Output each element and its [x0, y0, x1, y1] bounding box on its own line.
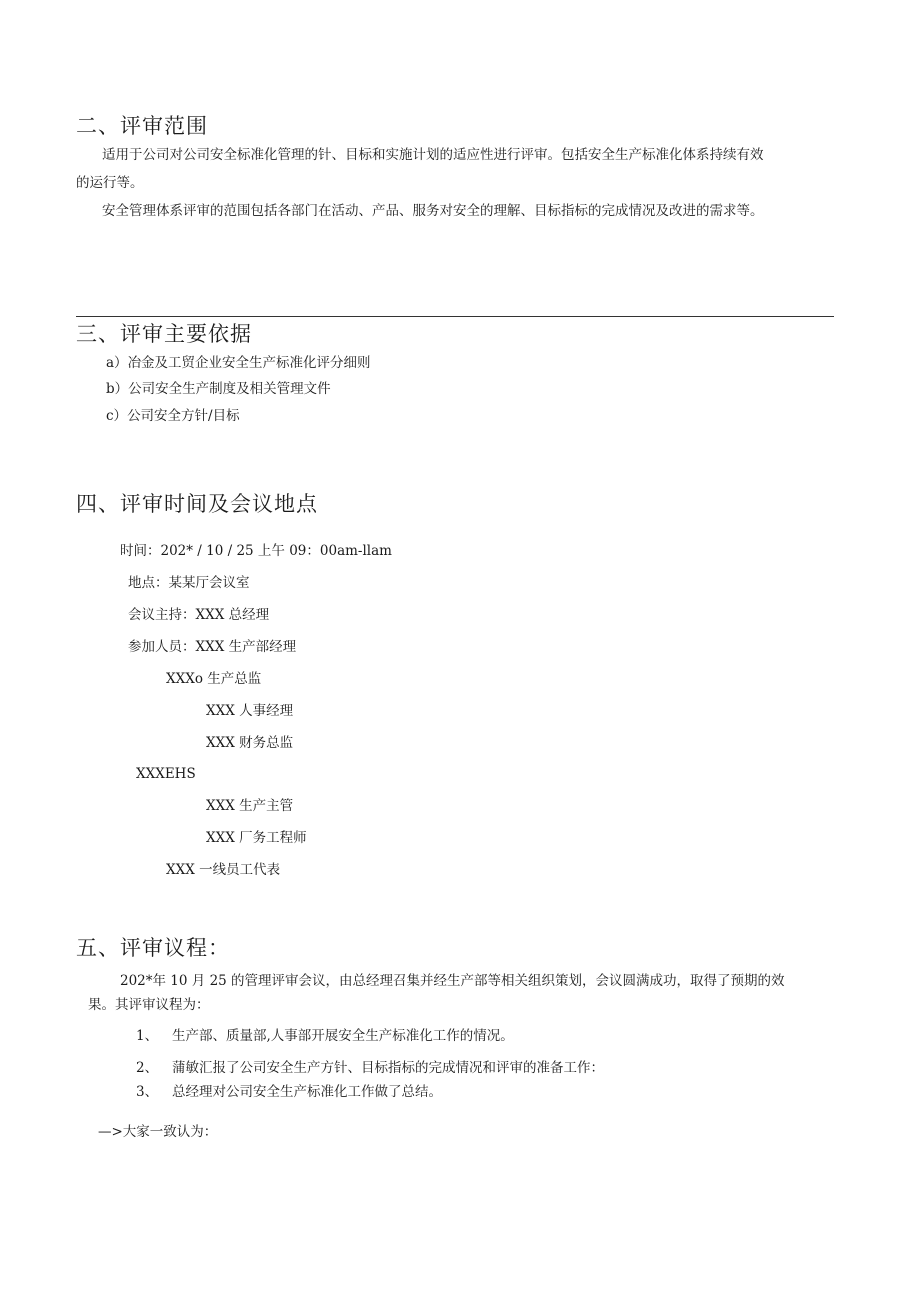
agenda-item-text: 生产部、质量部,人事部开展安全生产标准化工作的情况。: [172, 1028, 514, 1044]
attendee: XXX 一线员工代表: [166, 862, 281, 878]
basis-item-label: a）: [106, 355, 128, 371]
attendee: XXX 厂务工程师: [206, 830, 307, 846]
basis-item-text: 公司安全生产制度及相关管理文件: [128, 381, 331, 397]
agenda-item-1: [136, 1027, 514, 1045]
agenda-intro-line-2: 果。其评审议程为：: [88, 997, 210, 1013]
meeting-place: 地点：某某厅会议室: [128, 575, 250, 591]
scope-paragraph-1-line-1: 适用于公司对公司安全标准化管理的针、目标和实施计划的适应性进行评审。包括安全生产标准化体系持续有效: [102, 147, 764, 163]
attendees-intro: 参加人员：XXX 生产部经理: [128, 639, 297, 655]
scope-paragraph-1-line-2: 的运行等。: [76, 175, 144, 191]
section-divider: [76, 316, 834, 317]
attendee: XXX 财务总监: [206, 735, 294, 751]
attendee: XXX 生产主管: [206, 798, 294, 814]
attendee: XXXo 生产总监: [166, 671, 262, 687]
basis-item-b: [106, 380, 331, 398]
attendee: XXXEHS: [136, 766, 196, 782]
section-heading-agenda: 五、评审议程：: [76, 936, 230, 960]
agenda-conclusion: —>大家一致认为：: [98, 1124, 218, 1140]
basis-item-c: [106, 407, 240, 425]
agenda-item-3: [136, 1083, 442, 1101]
scope-paragraph-2: 安全管理体系评审的范围包括各部门在活动、产品、服务对安全的理解、目标指标的完成情况及改进的需求等。: [102, 203, 764, 219]
agenda-item-2: [136, 1059, 604, 1077]
meeting-time: 时间：202* / 10 / 25 上午 09：00am-llam: [120, 543, 392, 559]
attendee: XXX 人事经理: [206, 703, 294, 719]
section-heading-time-place: 四、评审时间及会议地点: [76, 492, 318, 516]
basis-item-a: [106, 354, 371, 372]
agenda-item-number: 2、: [136, 1060, 159, 1076]
agenda-item-text: 总经理对公司安全生产标准化工作做了总结。: [172, 1084, 442, 1100]
meeting-host: 会议主持：XXX 总经理: [128, 607, 270, 623]
basis-item-text: 冶金及工贸企业安全生产标准化评分细则: [127, 355, 371, 371]
agenda-item-number: 1、: [136, 1028, 159, 1044]
agenda-item-number: 3、: [136, 1084, 159, 1100]
basis-item-label: c）: [106, 408, 128, 424]
section-heading-scope: 二、评审范围: [76, 114, 208, 138]
section-heading-basis: 三、评审主要依据: [76, 322, 252, 346]
agenda-intro-line-1: 202*年 10 月 25 的管理评审会议，由总经理召集并经生产部等相关组织策划，会议圆满成功，取得了预期的效: [120, 973, 785, 989]
agenda-item-text: 蒲敏汇报了公司安全生产方针、目标指标的完成情况和评审的准备工作：: [172, 1060, 604, 1076]
basis-item-label: b）: [106, 381, 129, 397]
basis-item-text: 公司安全方针/目标: [127, 408, 240, 424]
